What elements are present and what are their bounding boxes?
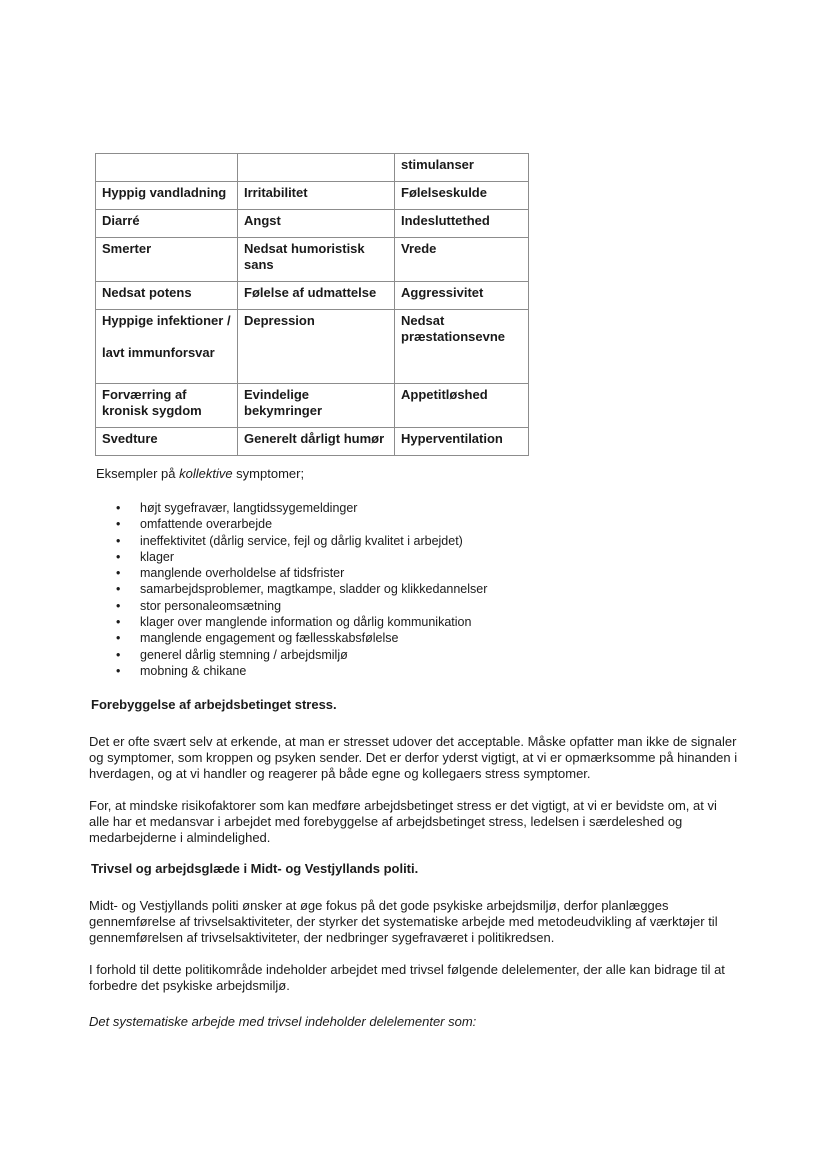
bullet-icon: • <box>116 549 121 564</box>
table-cell: Svedture <box>96 428 238 456</box>
table-row <box>96 428 529 456</box>
bullet-icon: • <box>116 566 121 581</box>
table-row <box>96 210 529 238</box>
intro-suffix: symptomer; <box>232 466 305 481</box>
table-cell: stimulanser <box>395 154 529 182</box>
list-item <box>114 549 487 565</box>
table-row <box>96 182 529 210</box>
table-cell: Hyppig vandladning <box>96 182 238 210</box>
table-cell <box>96 310 238 384</box>
table-cell: Nedsat humoristisk sans <box>238 238 395 282</box>
list-item <box>114 581 487 597</box>
list-item <box>114 630 487 646</box>
intro-prefix: Eksempler på <box>96 466 180 481</box>
table-cell: Indesluttethed <box>395 210 529 238</box>
cell-text: lavt immunforsvar <box>102 345 215 360</box>
table-cell <box>238 154 395 182</box>
list-item-text: samarbejdsproblemer, magtkampe, sladder og klikkedannelser <box>140 582 488 597</box>
cell-text: Hyppige infektioner / <box>102 313 231 328</box>
list-item <box>114 614 487 630</box>
list-item-text: mobning & chikane <box>140 663 247 678</box>
list-item <box>114 500 487 516</box>
list-item <box>114 663 487 679</box>
table-row <box>96 384 529 428</box>
prevention-paragraph-2: For, at mindske risikofaktorer som kan medføre arbejdsbetinget stress er det vigtigt, at vi er bevidste om, at vi alle har et medansvar i arbejdet med forebyggelse af arbejdsbetinget stress, ledelsen i særdeleshed og medarbejderne i almindelighed. <box>89 798 717 845</box>
list-item-text: klager <box>140 549 175 564</box>
table-cell: Vrede <box>395 238 529 282</box>
list-item-text: ineffektivitet (dårlig service, fejl og dårlig kvalitet i arbejdet) <box>140 533 463 548</box>
wellbeing-paragraph-1: Midt- og Vestjyllands politi ønsker at øge fokus på det gode psykiske arbejdsmiljø, derfor planlægges gennemførelse af trivselsaktiviteter, der styrker det systematiske arbejde med metodeudvikling af værktøjer til gennemførelsen af trivselsaktiviteter, der nedbringer sygefraværet i politikredsen. <box>89 898 718 945</box>
table-row <box>96 282 529 310</box>
prevention-heading: Forebyggelse af arbejdsbetinget stress. <box>91 697 337 712</box>
bullet-icon: • <box>116 517 121 532</box>
list-item-text: omfattende overarbejde <box>140 517 273 532</box>
table-row <box>96 238 529 282</box>
list-item-text: generel dårlig stemning / arbejdsmiljø <box>140 647 348 662</box>
bullet-icon: • <box>116 663 121 678</box>
table-row <box>96 310 529 384</box>
table-row <box>96 154 529 182</box>
collective-intro <box>96 466 304 482</box>
table-cell: Appetitløshed <box>395 384 529 428</box>
table-cell: Følelse af udmattelse <box>238 282 395 310</box>
table-cell: Angst <box>238 210 395 238</box>
list-item <box>114 647 487 663</box>
table-cell: Irritabilitet <box>238 182 395 210</box>
intro-italic: kollektive <box>179 466 233 481</box>
list-item-text: højt sygefravær, langtidssygemeldinger <box>140 501 358 515</box>
wellbeing-paragraph-2: I forhold til dette politikområde indeholder arbejdet med trivsel følgende delelementer, der alle kan bidrage til at forbedre det psykiske arbejdsmiljø. <box>89 962 725 993</box>
table-cell: Aggressivitet <box>395 282 529 310</box>
bullet-icon: • <box>116 631 121 646</box>
prevention-paragraph-1: Det er ofte svært selv at erkende, at man er stresset udover det acceptable. Måske opfatter man ikke de signaler og symptomer, som kroppen og psyken sender. Det er derfor yderst vigtigt, at vi er opmærksomme på hinanden i hverdagen, og at vi handler og reagerer på både egne og kollegaers stress symptomer. <box>89 734 738 781</box>
table-cell: Depression <box>238 310 395 384</box>
wellbeing-paragraph-3: Det systematiske arbejde med trivsel indeholder delelementer som: <box>89 1014 477 1029</box>
table-cell: Smerter <box>96 238 238 282</box>
table-cell: Nedsat præstationsevne <box>395 310 529 384</box>
bullet-icon: • <box>116 598 121 613</box>
list-item-text: manglende engagement og fællesskabsfølelse <box>140 631 399 646</box>
collective-symptom-list <box>114 500 487 679</box>
table-cell: Forværring af kronisk sygdom <box>96 384 238 428</box>
symptom-table <box>95 153 529 456</box>
list-item-text: stor personaleomsætning <box>140 598 282 613</box>
bullet-icon: • <box>116 615 121 630</box>
list-item-text: manglende overholdelse af tidsfrister <box>140 566 345 581</box>
wellbeing-heading: Trivsel og arbejdsglæde i Midt- og Vestjyllands politi. <box>91 861 419 876</box>
table-cell: Nedsat potens <box>96 282 238 310</box>
list-item <box>114 598 487 614</box>
list-item <box>114 516 487 532</box>
list-item <box>114 533 487 549</box>
bullet-icon: • <box>116 647 121 662</box>
bullet-icon: • <box>116 501 121 515</box>
table-cell: Hyperventilation <box>395 428 529 456</box>
list-item-text: klager over manglende information og dårlig kommunikation <box>140 615 472 630</box>
table-cell: Generelt dårligt humør <box>238 428 395 456</box>
bullet-icon: • <box>116 533 121 548</box>
table-cell: Evindelige bekymringer <box>238 384 395 428</box>
bullet-icon: • <box>116 582 121 597</box>
list-item <box>114 565 487 581</box>
table-cell: Diarré <box>96 210 238 238</box>
table-cell <box>96 154 238 182</box>
table-cell: Følelseskulde <box>395 182 529 210</box>
